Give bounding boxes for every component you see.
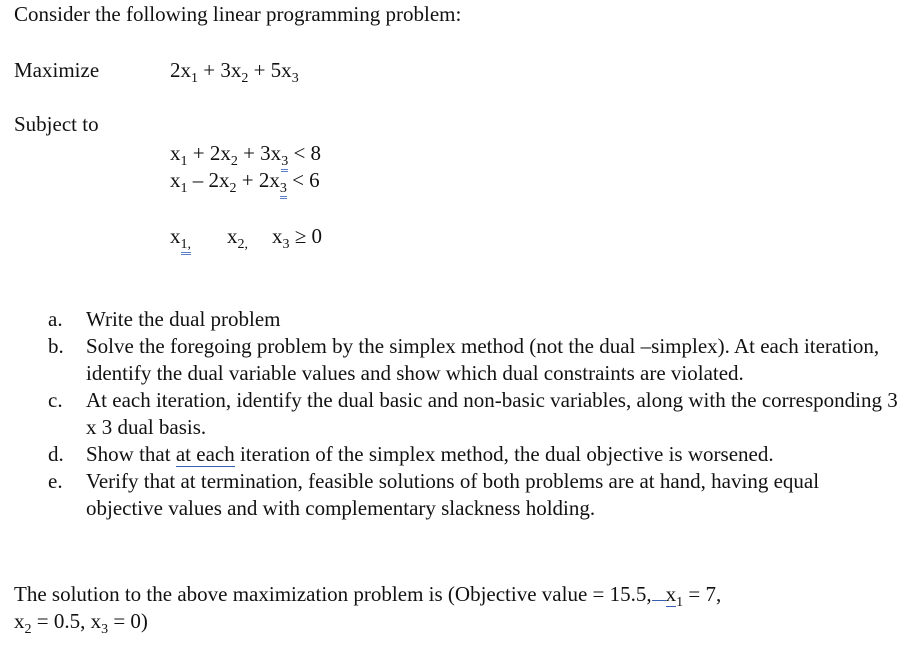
subject-to-label: Subject to — [14, 112, 99, 136]
list-item: b. Solve the foregoing problem by the simplex method (not the dual –simplex). At each iteration, identify the dual variable values and show which dual constraints are violated. — [48, 334, 880, 385]
solution-line-1: The solution to the above maximization problem is (Objective value = 15.5, $x_1 = 7$, — [14, 582, 722, 610]
task-list — [48, 306, 898, 522]
list-item: c. At each iteration, identify the dual basic and non-basic variables, along with the corresponding 3 x 3 dual basis. — [48, 388, 898, 439]
intro-text: Consider the following linear programming problem: — [14, 2, 462, 26]
constraint-1: $x_1 + 2x_2 + 3x_3 < 8$ — [170, 141, 321, 166]
objective-function: $2x_1 + 3x_2 + 5x_3$ — [170, 58, 299, 86]
constraint-2: $x_1 - 2x_2 + 2x_3 < 6$ — [170, 168, 320, 193]
solution-line-2: $x_2 = 0.5$, $x_3 = 0$) — [14, 609, 148, 637]
list-item: e. Verify that at termination, feasible solutions of both problems are at hand, having equal objective values and with complementary slackness holding. — [48, 469, 820, 520]
maximize-label: Maximize — [14, 58, 100, 82]
nonnegativity-constraint: $x_{1,}$ $x_{2,}$ $x_3 \ge 0$ — [170, 224, 322, 249]
list-item: d. Show that at each iteration of the simplex method, the dual objective is worsened. — [48, 442, 774, 466]
list-item: a. Write the dual problem — [48, 307, 281, 331]
